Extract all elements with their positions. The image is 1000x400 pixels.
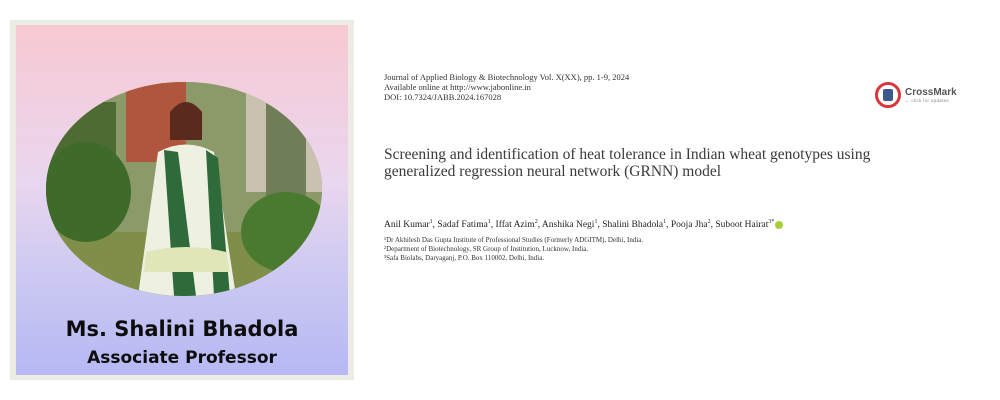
- profile-card: [10, 20, 354, 380]
- available-line[interactable]: Available online at http://www.jabonline.in: [384, 82, 531, 92]
- affiliation: ³Safa Biolabs, Daryaganj, P.O. Box 110002, Delhi, India.: [384, 254, 545, 262]
- profile-photo: [46, 82, 322, 296]
- crossmark-sub: ← click for updates: [905, 98, 949, 103]
- affiliations: [384, 236, 643, 263]
- profile-card-background: [16, 25, 348, 375]
- orcid-icon[interactable]: [775, 221, 783, 229]
- author: Iffat Azim: [495, 220, 535, 231]
- author: Shalini Bhadola: [602, 220, 664, 231]
- affiliation: ²Department of Biotechnology, SR Group of Institution, Lucknow, India.: [384, 245, 589, 253]
- author: Sadaf Fatima: [437, 220, 488, 231]
- author-list: Anil Kumar$^1$, Sadaf Fatima$^1$, Iffat Azim$^2$, Anshika Negi$^1$, Shalini Bhadola$^1$, Pooja Jha$^2$, Suboot Hairat$^{3*}$: [384, 219, 984, 230]
- profile-role: Associate Professor: [87, 348, 277, 368]
- profile-name: Ms. Shalini Bhadola: [65, 317, 299, 341]
- author: Pooja Jha: [670, 220, 708, 231]
- author: Anshika Negi: [541, 220, 595, 231]
- crossmark-badge[interactable]: [875, 82, 957, 108]
- doi-line[interactable]: DOI: 10.7324/JABB.2024.167028: [384, 92, 502, 102]
- author: Suboot Hairat: [715, 220, 769, 231]
- author: Anil Kumar: [384, 220, 430, 231]
- crossmark-label: CrossMark: [905, 87, 957, 98]
- affiliation: ¹Dr Akhilesh Das Gupta Institute of Professional Studies (Formerly ADGITM), Delhi, India.: [384, 236, 644, 244]
- paper-title: Screening and identification of heat tolerance in Indian wheat genotypes using generalized regression neural network (GRNN) model: [384, 146, 871, 180]
- crossmark-icon: [875, 82, 901, 108]
- journal-line: Journal of Applied Biology & Biotechnology Vol. X(XX), pp. 1-9, 2024: [384, 72, 630, 82]
